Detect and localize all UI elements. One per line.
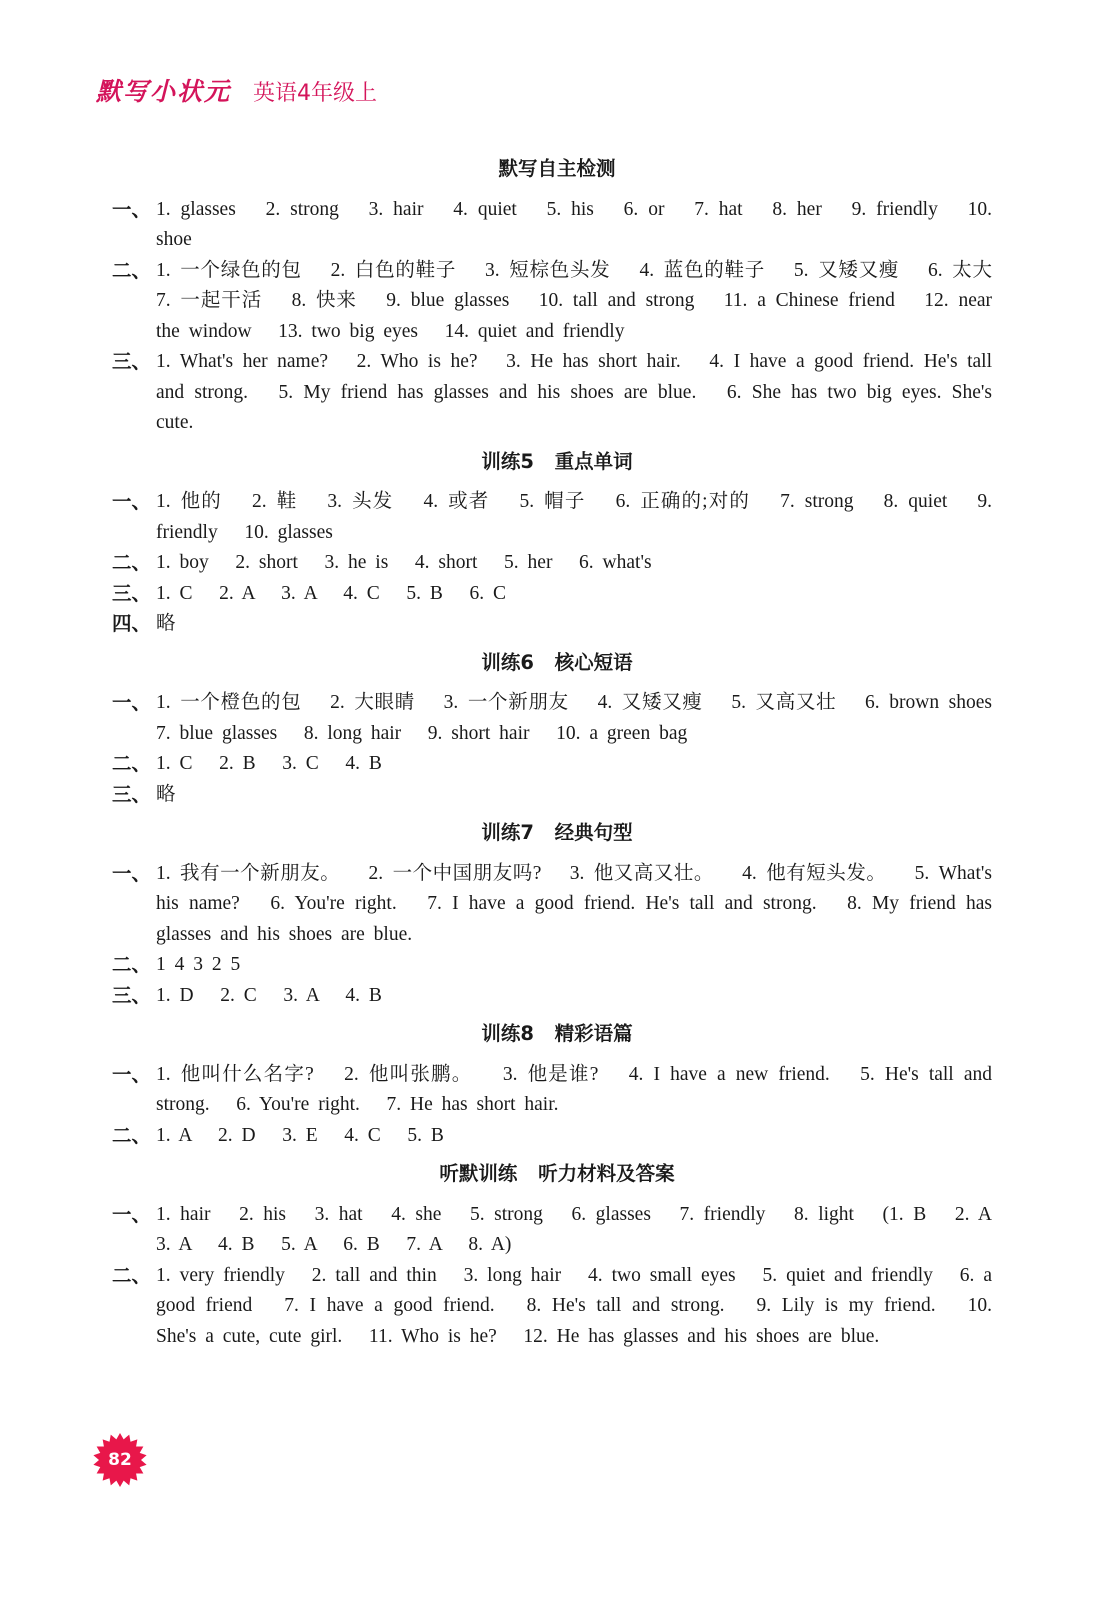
item-marker: 三、 (112, 782, 152, 806)
section-listening-dictation (112, 1159, 1019, 1352)
answer-item (112, 609, 992, 640)
item-text: 1 4 3 2 5 (156, 954, 241, 975)
item-text: 1. 他叫什么名字? 2. 他叫张鹏。 3. 他是谁? 4. I have a new friend. 5. He's tall and strong. 6. You're right. 7. He has short hair. (156, 1063, 1001, 1115)
answer-item (112, 859, 1001, 951)
item-marker: 二、 (112, 1263, 152, 1287)
page-number-badge (92, 1432, 148, 1488)
answer-item (112, 780, 992, 811)
answer-item (112, 688, 1019, 749)
item-marker: 一、 (112, 1062, 152, 1086)
item-text: 1. 我有一个新朋友。 2. 一个中国朋友吗? 3. 他又高又壮。 4. 他有短头发。 5. What's his name? 6. You're right. 7. I have a good friend. He's tall and strong. 8. My friend has glasses and his shoes are blue. (156, 862, 1001, 945)
section-training-8 (112, 1019, 1001, 1151)
item-text: 1. very friendly 2. tall and thin 3. long hair 4. two small eyes 5. quiet and friendly 6. a good friend 7. I have a good friend. 8. He's tall and strong. 9. Lily is my friend. 10. She's a cute, cute girl. 11. Who is he? 12. He has glasses and his shoes are blue. (156, 1264, 1001, 1347)
section-title: 训练5 重点单词 (481, 449, 633, 473)
answer-content (112, 146, 1019, 1358)
section-title: 训练7 经典句型 (481, 821, 633, 844)
section-title: 默写自主检测 (498, 157, 616, 180)
item-text: 1. A 2. D 3. E 4. C 5. B (156, 1124, 444, 1146)
item-text: 1. What's her name? 2. Who is he? 3. He has short hair. 4. I have a good friend. He's tall and strong. 5. My friend has glasses and his shoes are blue. 6. She has two big eyes. She's cute. (156, 351, 1001, 433)
item-marker: 一、 (112, 490, 152, 513)
item-marker: 一、 (112, 1202, 152, 1226)
item-marker: 二、 (112, 551, 152, 574)
section-dictation-self-test (112, 154, 1019, 439)
item-marker: 三、 (112, 581, 152, 605)
item-marker: 一、 (112, 861, 152, 885)
page-number: 82 (108, 1450, 132, 1470)
brand-logo-text: 默写小状元 (96, 77, 232, 106)
item-text: 1. 他的 2. 鞋 3. 头发 4. 或者 5. 帽子 6. 正确的;对的 7. strong 8. quiet 9. friendly 10. glasses (156, 491, 1001, 543)
answer-item (112, 487, 1001, 548)
item-marker: 一、 (112, 691, 152, 714)
section-training-5 (112, 447, 1001, 640)
item-marker: 二、 (112, 953, 152, 976)
item-text: 略 (156, 613, 176, 634)
item-text: 1. glasses 2. strong 3. hair 4. quiet 5. his 6. or 7. hat 8. her 9. friendly 10. shoe (156, 198, 1001, 250)
item-marker: 二、 (112, 1123, 152, 1147)
answer-item (112, 950, 992, 981)
answer-item (112, 981, 992, 1012)
item-marker: 二、 (112, 752, 152, 775)
section-title: 训练8 精彩语篇 (481, 1022, 633, 1045)
item-text: 1. boy 2. short 3. he is 4. short 5. her 6. what's (156, 552, 652, 573)
answer-item (112, 1060, 1001, 1121)
section-training-7 (112, 818, 1001, 1011)
book-title: 英语4年级上 (253, 81, 378, 106)
item-text: 1. 一个绿色的包 2. 白色的鞋子 3. 短棕色头发 4. 蓝色的鞋子 5. 又矮又瘦 6. 太大 7. 一起干活 8. 快来 9. blue glasses 10. tall and strong 11. a Chinese friend 12. near the window 13. two big eyes 14. quiet and friendly (156, 259, 1019, 342)
item-marker: 三、 (112, 350, 152, 373)
section-training-6 (112, 648, 1019, 811)
item-text: 1. C 2. B 3. C 4. B (156, 753, 382, 774)
answer-item (112, 256, 1019, 348)
item-marker: 一、 (112, 197, 152, 221)
page-header (96, 72, 377, 108)
item-text: 1. 一个橙色的包 2. 大眼睛 3. 一个新朋友 4. 又矮又瘦 5. 又高又壮 6. brown shoes 7. blue glasses 8. long hair 9. short hair 10. a green bag (156, 692, 1019, 744)
item-text: 略 (156, 783, 176, 805)
answer-item (112, 1200, 1019, 1261)
section-title: 训练6 核心短语 (481, 650, 633, 674)
answer-item (112, 347, 1001, 439)
answer-item (112, 548, 992, 579)
answer-item (112, 579, 992, 610)
item-text: 1. C 2. A 3. A 4. C 5. B 6. C (156, 582, 507, 604)
answer-item (112, 1261, 1001, 1353)
section-title: 听默训练 听力材料及答案 (439, 1162, 675, 1185)
item-marker: 三、 (112, 983, 152, 1007)
item-text: 1. D 2. C 3. A 4. B (156, 984, 382, 1006)
answer-item (112, 195, 1001, 256)
item-text: 1. hair 2. his 3. hat 4. she 5. strong 6. glasses 7. friendly 8. light (1. B 2. A 3. A 4. B 5. A 6. B 7. A 8. A) (156, 1203, 1019, 1255)
item-marker: 二、 (112, 258, 152, 282)
answer-item (112, 1121, 992, 1152)
item-marker: 四、 (112, 612, 152, 635)
answer-item (112, 749, 992, 780)
